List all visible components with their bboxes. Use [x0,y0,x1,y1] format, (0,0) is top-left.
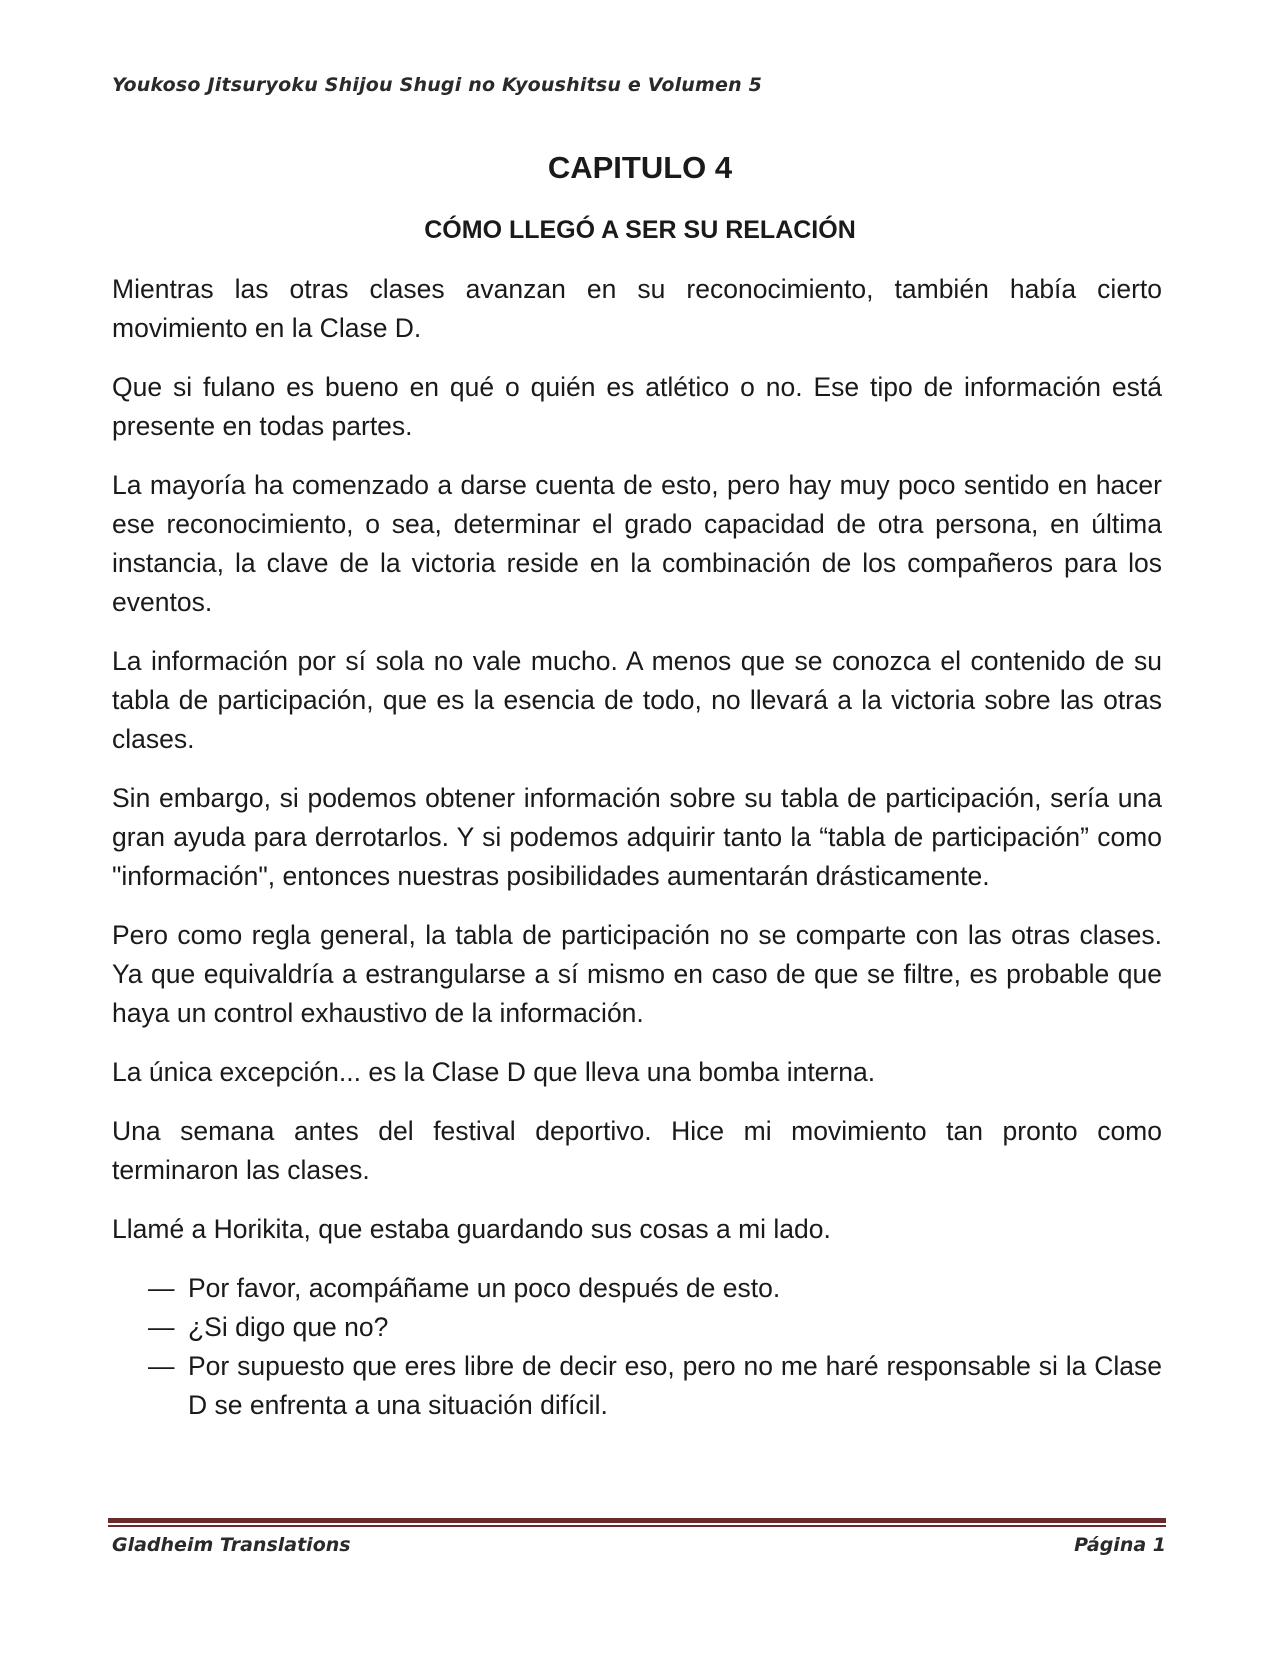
chapter-title: CAPITULO 4 [547,150,733,185]
dialogue-dash: — [148,1273,175,1303]
footer-publisher: Gladheim Translations [112,1534,351,1556]
dialogue-line [112,1308,1162,1347]
dialogue-text: Por favor, acompáñame un poco después de esto. [188,1273,781,1303]
running-header: Youkoso Jitsuryoku Shijou Shugi no Kyoushitsu e Volumen 5 [112,74,763,96]
chapter-subtitle: CÓMO LLEGÓ A SER SU RELACIÓN [424,216,856,244]
dialogue-list [112,1269,1162,1425]
footer-divider-thick [108,1518,1166,1523]
paragraph-2: Que si fulano es bueno en qué o quién es atlético o no. Ese tipo de información está presente en todas partes. [112,372,1162,441]
dialogue-line [112,1347,1162,1425]
dialogue-text: ¿Si digo que no? [188,1312,389,1342]
footer-divider-thin [108,1525,1166,1527]
dialogue-text: Por supuesto que eres libre de decir eso, pero no me haré responsable si la Clase D se enfrenta a una situación difícil. [188,1351,1162,1420]
paragraph-9: Llamé a Horikita, que estaba guardando sus cosas a mi lado. [112,1214,831,1244]
footer-divider [108,1518,1166,1528]
paragraph-5: Sin embargo, si podemos obtener información sobre su tabla de participación, sería una gran ayuda para derrotarlos. Y si podemos adquirir tanto la “tabla de participación” como "información", entonces nuestras posibilidades aumentarán drásticamente. [112,783,1162,891]
paragraph-3: La mayoría ha comenzado a darse cuenta de esto, pero hay muy poco sentido en hacer ese reconocimiento, o sea, determinar el grado capacidad de otra persona, en última instancia, la clave de la victoria reside en la combinación de los compañeros para los eventos. [112,470,1162,617]
footer-page-number: Página 1 [1074,1534,1166,1556]
paragraph-8: Una semana antes del festival deportivo. Hice mi movimiento tan pronto como terminaron las clases. [112,1116,1162,1185]
body-text [112,270,1162,1425]
dialogue-dash: — [148,1351,175,1381]
paragraph-1: Mientras las otras clases avanzan en su reconocimiento, también había cierto movimiento en la Clase D. [112,274,1162,343]
paragraph-7: La única excepción... es la Clase D que lleva una bomba interna. [112,1057,876,1087]
paragraph-4: La información por sí sola no vale mucho. A menos que se conozca el contenido de su tabla de participación, que es la esencia de todo, no llevará a la victoria sobre las otras clases. [112,646,1162,754]
paragraph-6: Pero como regla general, la tabla de participación no se comparte con las otras clases. Ya que equivaldría a estrangularse a sí mismo en caso de que se filtre, es probable que haya un control exhaustivo de la información. [112,920,1162,1028]
dialogue-dash: — [148,1312,175,1342]
dialogue-line [112,1269,1162,1308]
